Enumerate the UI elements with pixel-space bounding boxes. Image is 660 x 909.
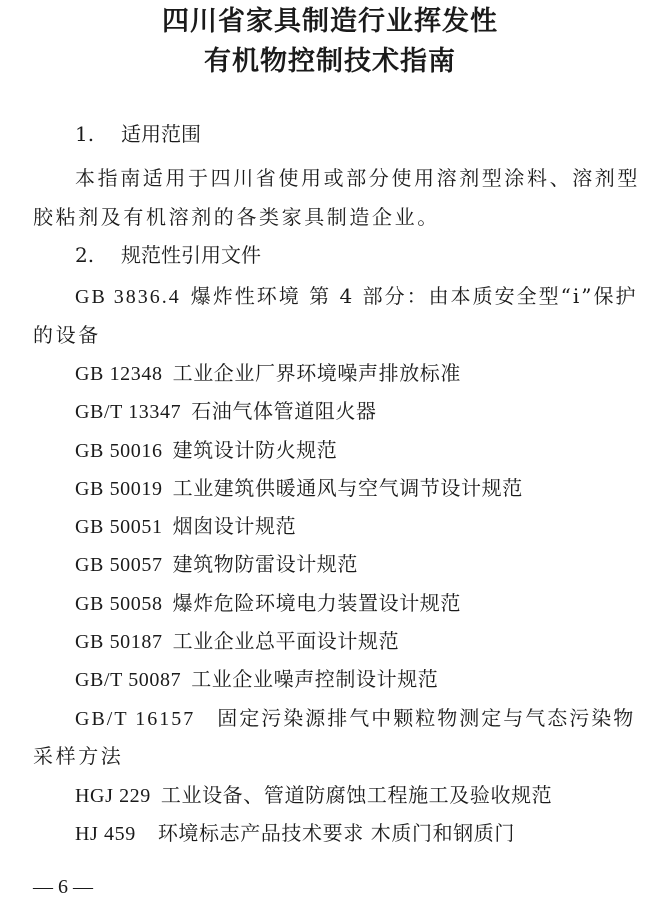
reference-title: 工业企业总平面设计规范 bbox=[172, 629, 400, 653]
reference-continuation: 采样方法 bbox=[33, 744, 124, 768]
reference-code: GB/T 50087 bbox=[75, 669, 182, 691]
reference-item bbox=[75, 282, 637, 311]
reference-title: 石油气体管道阻火器 bbox=[191, 399, 377, 423]
reference-title: 固定污染源排气中颗粒物测定与气态污染物 bbox=[217, 706, 636, 730]
section-2-heading bbox=[75, 241, 261, 269]
reference-code: GB/T 13347 bbox=[75, 401, 182, 423]
reference-title: 建筑物防雷设计规范 bbox=[172, 552, 358, 576]
reference-item bbox=[75, 589, 461, 618]
page-number: — 6 — bbox=[33, 876, 93, 898]
reference-code: GB 50057 bbox=[75, 554, 163, 576]
reference-title: 爆炸危险环境电力装置设计规范 bbox=[172, 591, 461, 615]
reference-code: HJ 459 bbox=[75, 823, 136, 845]
section-1-number: 1. bbox=[75, 122, 95, 146]
section-2-title: 规范性引用文件 bbox=[121, 243, 261, 267]
section-2-number: 2. bbox=[75, 243, 95, 267]
section-1-heading bbox=[75, 120, 201, 148]
reference-title: 工业设备、管道防腐蚀工程施工及验收规范 bbox=[160, 783, 553, 807]
reference-code: GB 50058 bbox=[75, 593, 163, 615]
reference-title: 环境标志产品技术要求 木质门和钢质门 bbox=[157, 821, 515, 845]
document-title-line-1: 四川省家具制造行业挥发性 bbox=[162, 6, 498, 37]
reference-code: GB/T 16157 bbox=[75, 708, 196, 730]
reference-title: 工业建筑供暖通风与空气调节设计规范 bbox=[172, 476, 523, 500]
reference-code: GB 12348 bbox=[75, 363, 163, 385]
reference-title: 工业企业厂界环境噪声排放标准 bbox=[172, 361, 461, 385]
reference-code: GB 50187 bbox=[75, 631, 163, 653]
section-1-text-line-1: 本指南适用于四川省使用或部分使用溶剂型涂料、溶剂型 bbox=[75, 166, 640, 190]
section-1-text-line-2: 胶粘剂及有机溶剂的各类家具制造企业。 bbox=[33, 205, 440, 229]
reference-item bbox=[75, 665, 438, 694]
reference-code: GB 50016 bbox=[75, 440, 163, 462]
document-title-line-2: 有机物控制技术指南 bbox=[204, 46, 456, 77]
reference-item bbox=[75, 781, 552, 810]
reference-code: HGJ 229 bbox=[75, 785, 151, 807]
section-1-title: 适用范围 bbox=[121, 122, 201, 146]
reference-title: 烟囱设计规范 bbox=[172, 514, 297, 538]
reference-item bbox=[75, 819, 515, 848]
reference-title: 工业企业噪声控制设计规范 bbox=[191, 667, 439, 691]
reference-item bbox=[75, 550, 358, 579]
reference-item bbox=[75, 704, 635, 733]
reference-item bbox=[75, 627, 399, 656]
reference-item bbox=[75, 474, 523, 503]
reference-item bbox=[75, 436, 337, 465]
reference-item bbox=[75, 397, 377, 426]
reference-title: 建筑设计防火规范 bbox=[172, 438, 338, 462]
reference-title: 爆炸性环境 第 4 部分：由本质安全型“i”保护 bbox=[190, 284, 638, 308]
reference-item bbox=[75, 512, 296, 541]
reference-item bbox=[75, 359, 461, 388]
reference-code: GB 3836.4 bbox=[75, 286, 181, 308]
reference-code: GB 50019 bbox=[75, 478, 163, 500]
reference-code: GB 50051 bbox=[75, 516, 163, 538]
reference-continuation: 的设备 bbox=[33, 323, 101, 347]
